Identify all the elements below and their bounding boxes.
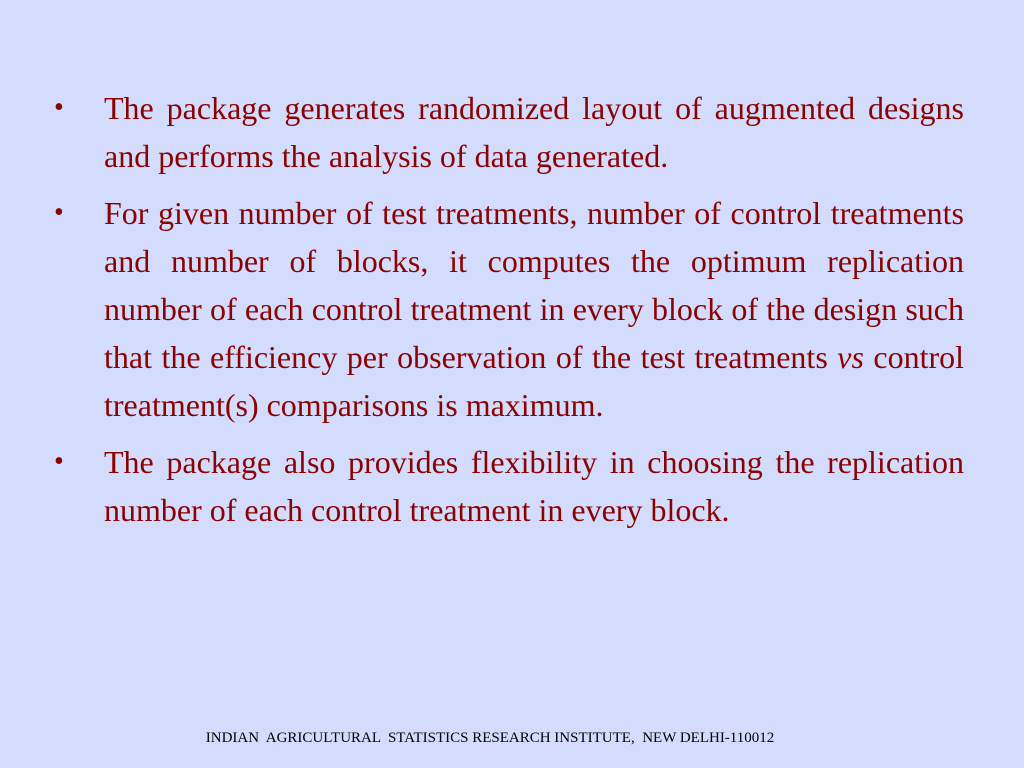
bullet-text — [104, 195, 964, 423]
bullet-icon: • — [54, 197, 64, 228]
bullet-text-emphasis: vs — [837, 339, 864, 375]
institute-footer: INDIAN AGRICULTURAL STATISTICS RESEARCH INSTITUTE, NEW DELHI-110012 — [205, 730, 775, 746]
bullet-text: The package generates randomized layout of augmented designs and performs the analysis of data generated. — [104, 90, 964, 174]
bullet-icon: • — [54, 92, 64, 123]
bullet-text: The package also provides flexibility in choosing the replication number of each control treatment in every block. — [104, 444, 964, 528]
bullet-text-part: control treatment(s) comparisons is maximum. — [104, 339, 965, 423]
bullet-item-optimum-replication — [54, 189, 964, 429]
bullet-item-layout — [54, 84, 964, 180]
bullet-item-flexibility — [54, 438, 964, 534]
bullet-text-part: For given number of test treatments, number of control treatments and number of blocks, it computes the optimum replication number of each control treatment in every block of the design such that the efficiency per observation of the test treatments — [104, 195, 964, 375]
bullet-icon: • — [54, 446, 64, 477]
bullet-list — [54, 84, 964, 543]
